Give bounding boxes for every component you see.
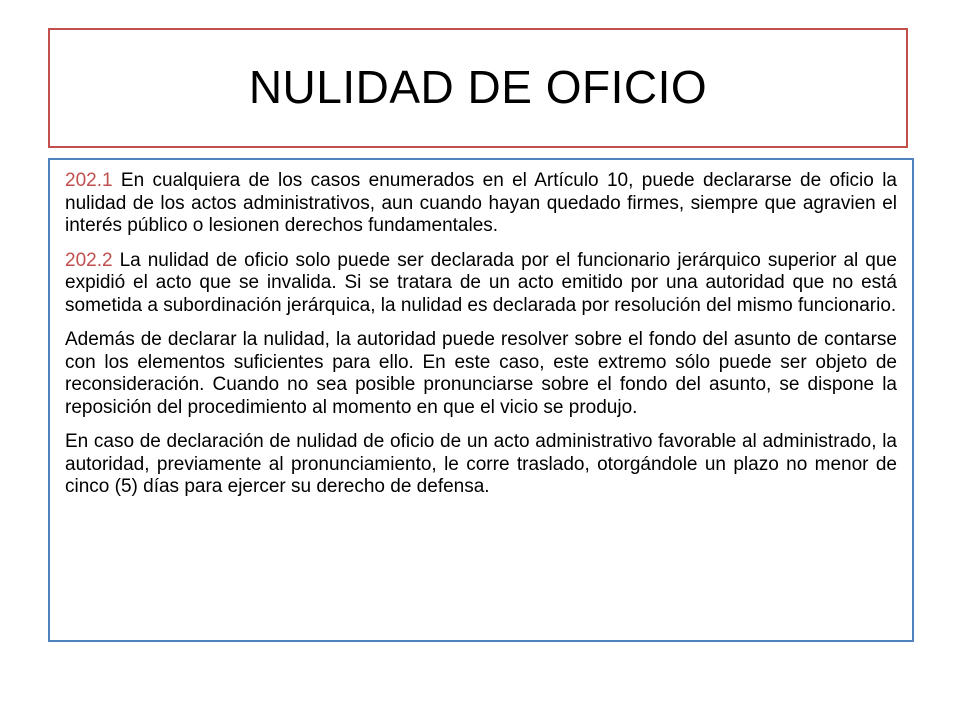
slide-title: NULIDAD DE OFICIO bbox=[248, 61, 708, 113]
paragraph-202-2 bbox=[65, 250, 897, 318]
content-box bbox=[48, 158, 914, 642]
article-number: 202.1 bbox=[65, 170, 113, 191]
paragraph-202-1 bbox=[65, 170, 897, 238]
title-box bbox=[48, 28, 908, 148]
paragraph-text: En caso de declaración de nulidad de oficio de un acto administrativo favorable al administrado, la autoridad, previamente al pronunciamiento, le corre traslado, otorgándole un plazo no menor de cinco (5) días para ejercer su derecho de defensa. bbox=[65, 431, 897, 497]
paragraph-fondo-asunto bbox=[65, 329, 897, 419]
paragraph-text: Además de declarar la nulidad, la autoridad puede resolver sobre el fondo del asunto de contarse con los elementos suficientes para ello. En este caso, este extremo sólo puede ser objeto de reconsideración. Cuando no sea posible pronunciarse sobre el fondo del asunto, se dispone la reposición del procedimiento al momento en que el vicio se produjo. bbox=[65, 329, 897, 418]
article-number: 202.2 bbox=[65, 249, 113, 271]
paragraph-derecho-defensa bbox=[65, 431, 897, 499]
paragraph-text: La nulidad de oficio solo puede ser declarada por el funcionario jerárquico superior al que expidió el acto que se invalida. Si se tratara de un acto emitido por una autoridad que no está sometida a subordinación jerárquica, la nulidad es declarada por resolución del mismo funcionario. bbox=[65, 249, 897, 316]
paragraph-text: En cualquiera de los casos enumerados en el Artículo 10, puede declararse de oficio la nulidad de los actos administrativos, aun cuando hayan quedado firmes, siempre que agravien el interés público o lesionen derechos fundamentales. bbox=[65, 170, 897, 236]
